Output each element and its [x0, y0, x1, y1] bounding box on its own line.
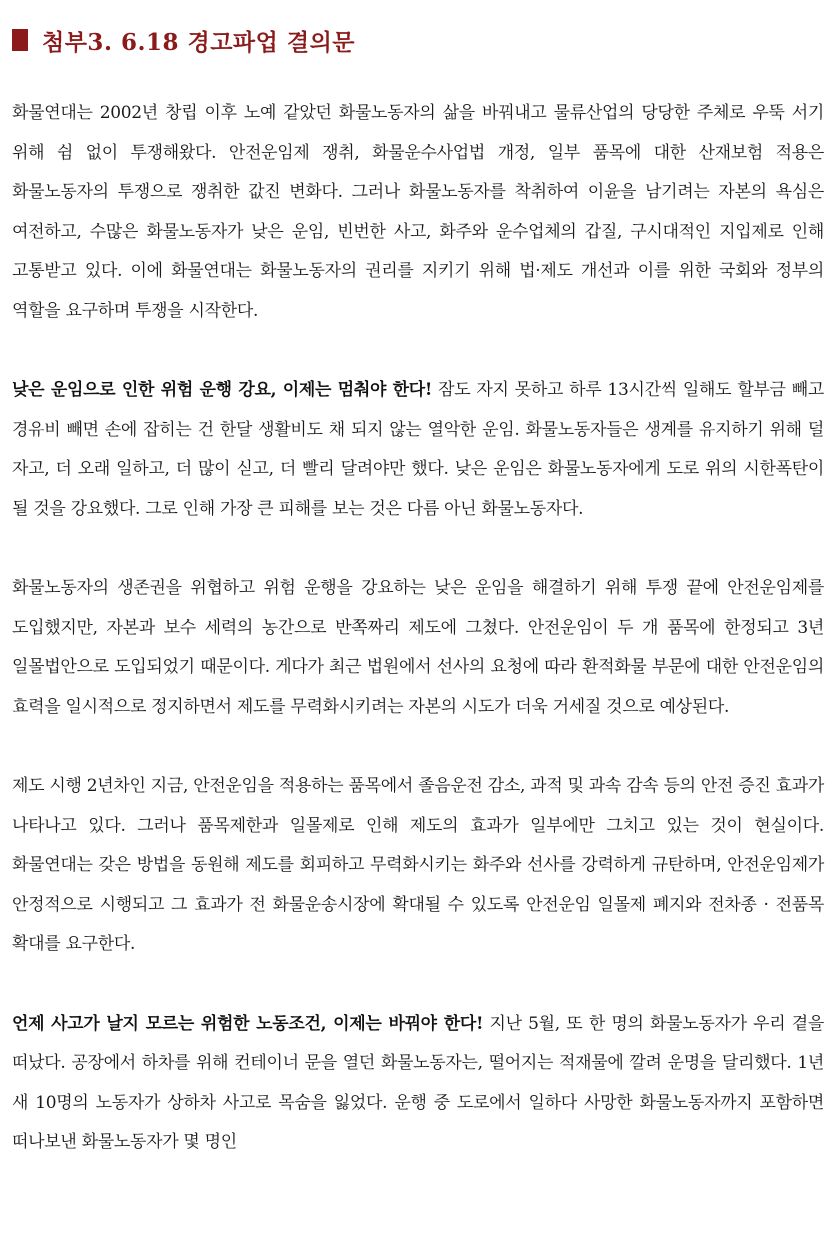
- paragraph-lead: 낮은 운임으로 인한 위험 운행 강요, 이제는 멈춰야 한다!: [12, 380, 433, 400]
- heading-title: 첨부3. 6.18 경고파업 결의문: [42, 28, 356, 56]
- section-heading: [12, 22, 355, 58]
- document-body: [12, 94, 824, 1163]
- paragraph-lead: 언제 사고가 날지 모르는 위험한 노동조건, 이제는 바꿔야 한다!: [12, 1013, 484, 1034]
- paragraph-low-freight-rate: [12, 371, 824, 529]
- paragraph-text: 지난 5월, 또 한 명의 화물노동자가 우리 곁을 떠났다. 공장에서 하차를 위해 컨테이너 문을 열던 화물노동자는, 떨어지는 적재물에 깔려 운명을 달리했다. 1년 새 10명의 노동자가 상하차 사고로 목숨을 잃었다. 운행 중 도로에서 일하다 사망한 화물노동자까지 포함하면 떠나보낸 화물노동자가 몇 명인: [12, 1013, 824, 1152]
- paragraph-text: 화물노동자의 생존권을 위협하고 위험 운행을 강요하는 낮은 운임을 해결하기 위해 투쟁 끝에 안전운임제를 도입했지만, 자본과 보수 세력의 농간으로 반쪽짜리 제도에 그쳤다. 안전운임이 두 개 품목에 한정되고 3년 일몰법안으로 도입되었기 때문이다. 게다가 최근 법원에서 선사의 요청에 따라 환적화물 부문에 대한 안전운임의 효력을 일시적으로 정지하면서 제도를 무력화시키려는 자본의 시도가 더욱 거세질 것으로 예상된다.: [12, 578, 824, 717]
- paragraph-text: 화물연대는 2002년 창립 이후 노예 같았던 화물노동자의 삶을 바꿔내고 물류산업의 당당한 주체로 우뚝 서기 위해 쉼 없이 투쟁해왔다. 안전운임제 쟁취, 화물운수사업법 개정, 일부 품목에 대한 산재보험 적용은 화물노동자의 투쟁으로 쟁취한 값진 변화다. 그러나 화물노동자를 착취하여 이윤을 남기려는 자본의 욕심은 여전하고, 수많은 화물노동자가 낮은 운임, 빈번한 사고, 화주와 운수업체의 갑질, 구시대적인 지입제로 인해 고통받고 있다. 이에 화물연대는 화물노동자의 권리를 지키기 위해 법·제도 개선과 이를 위한 국회와 정부의 역할을 요구하며 투쟁을 시작한다.: [12, 103, 824, 321]
- paragraph-intro: [12, 94, 824, 331]
- paragraph-dangerous-conditions: [12, 1005, 824, 1163]
- paragraph-system-effect: [12, 767, 824, 965]
- heading-square-marker: [12, 29, 28, 51]
- paragraph-text: 잠도 자지 못하고 하루 13시간씩 일해도 할부금 빼고 경유비 빼면 손에 잡히는 건 한달 생활비도 채 되지 않는 열악한 운임. 화물노동자들은 생계를 유지하기 위해 덜 자고, 더 오래 일하고, 더 많이 싣고, 더 빨리 달려야만 했다. 낮은 운임은 화물노동자에게 도로 위의 시한폭탄이 될 것을 강요했다. 그로 인해 가장 큰 피해를 보는 것은 다름 아닌 화물노동자다.: [12, 380, 824, 519]
- paragraph-safe-rate-system: [12, 569, 824, 727]
- paragraph-text: 제도 시행 2년차인 지금, 안전운임을 적용하는 품목에서 졸음운전 감소, 과적 및 과속 감속 등의 안전 증진 효과가 나타나고 있다. 그러나 품목제한과 일몰제로 인해 제도의 효과가 일부에만 그치고 있는 것이 현실이다. 화물연대는 갖은 방법을 동원해 제도를 회피하고 무력화시키는 화주와 선사를 강력하게 규탄하며, 안전운임제가 안정적으로 시행되고 그 효과가 전 화물운송시장에 확대될 수 있도록 안전운임 일몰제 폐지와 전차종 · 전품목 확대를 요구한다.: [12, 776, 824, 954]
